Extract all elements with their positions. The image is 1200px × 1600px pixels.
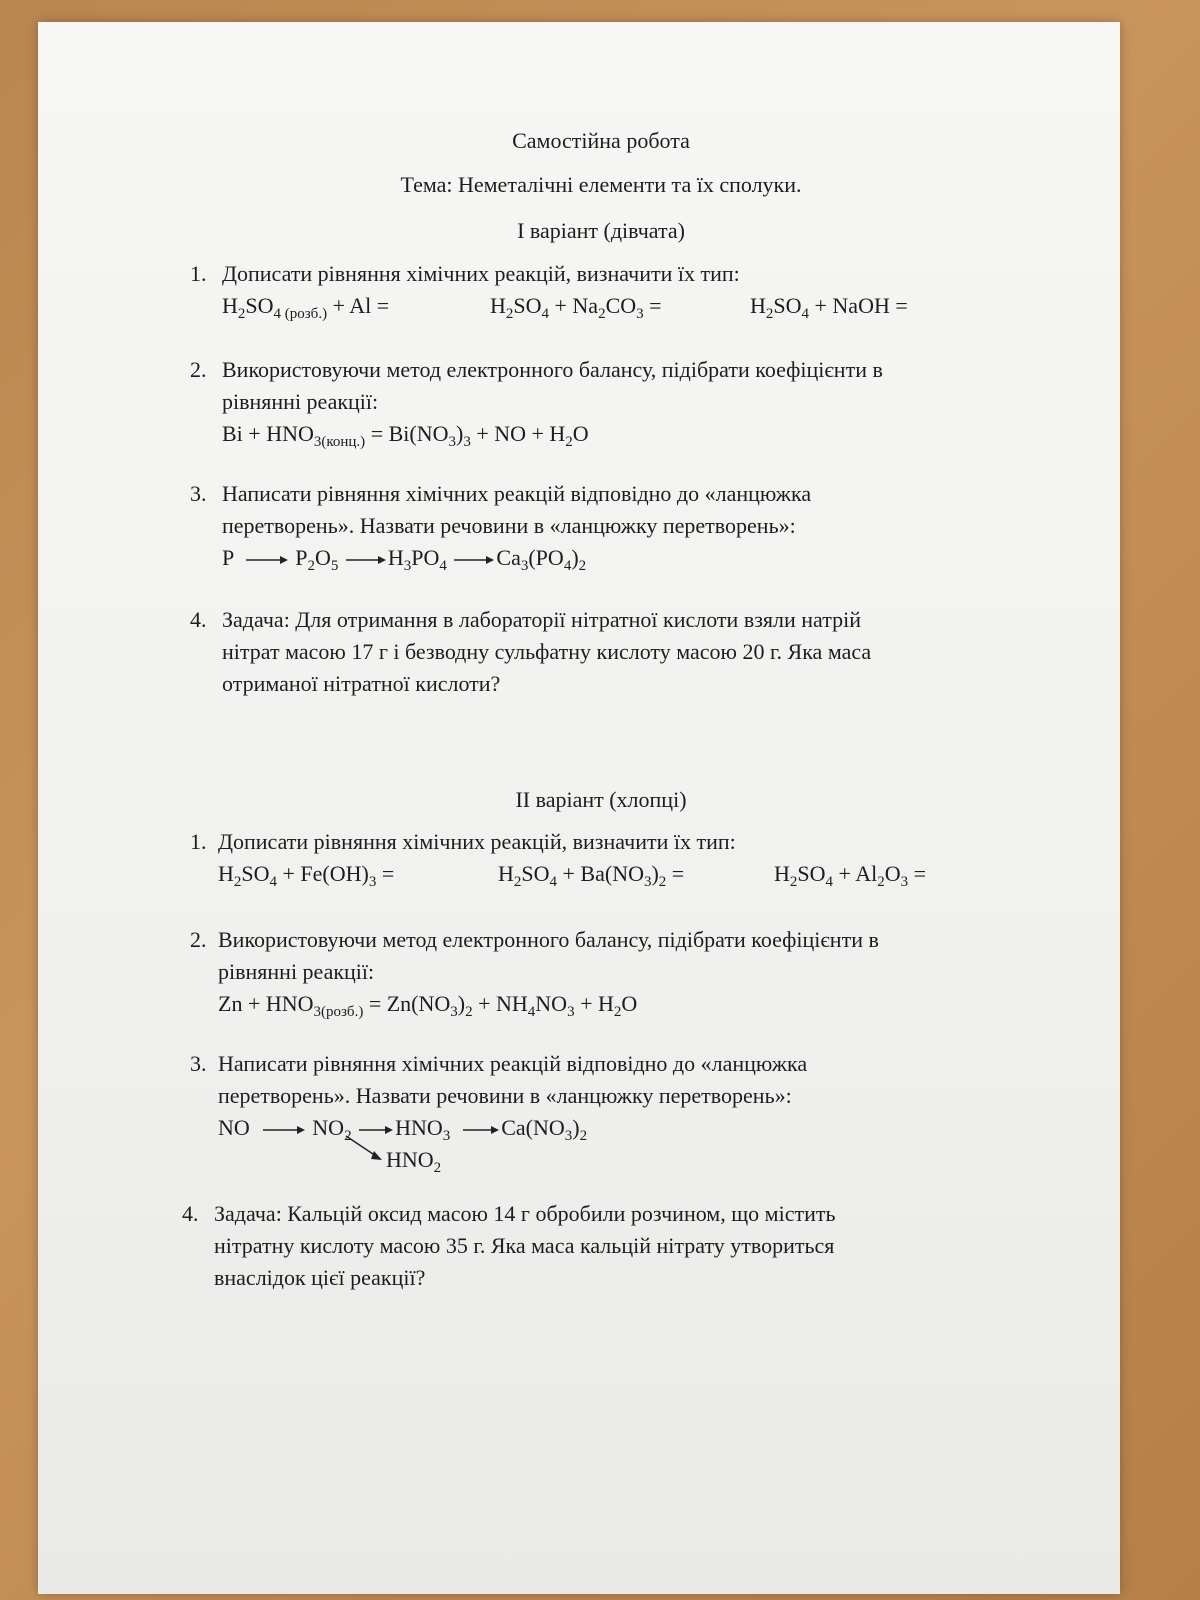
v2-chain-branch: $HNO_2$ — [386, 1147, 442, 1176]
task-text-line: рівнянні реакції: — [222, 389, 379, 414]
task-text: Дописати рівняння хімічних реакцій, визначити їх тип: — [218, 829, 736, 854]
equation-tail: + NaOH = — [814, 293, 908, 318]
equation-tail: + Al = — [332, 293, 390, 318]
task-text-line: нітратну кислоту масою 35 г. Яка маса кальцій нітрату утвориться — [214, 1233, 835, 1258]
arrow-right-icon — [344, 554, 388, 566]
task-number: 4. — [190, 607, 207, 632]
task-text: Дописати рівняння хімічних реакцій, визначити їх тип: — [222, 261, 740, 286]
v1-equation-3: $H_2SO_4$ + NaOH = — [750, 293, 908, 322]
task-text-line: Написати рівняння хімічних реакцій відповідно до «ланцюжка — [222, 481, 812, 506]
v2-equation-1: $H_2SO_4 + Fe(OH)_3$ = — [218, 861, 395, 890]
v1-equation-1: $H_2SO_{4 (розб.)} + Al$ = — [222, 293, 390, 322]
v1-transformation-chain: P $P_2O_5$ $H_3PO_4$ $Ca_3(PO_4)_2$ — [222, 545, 587, 574]
arrow-right-icon — [240, 554, 290, 566]
task-text-line: отриманої нітратної кислоти? — [222, 671, 501, 696]
task-text-line: Використовуючи метод електронного балансу, підібрати коефіцієнти в — [222, 357, 883, 382]
page-title: Самостійна робота — [512, 128, 690, 153]
v2-redox-equation: $Zn + HNO_{3(розб.)} = Zn(NO_3)_2 + NH_4NO_3 + H_2O$ — [218, 991, 638, 1020]
v2-equation-3: $H_2SO_4 + Al_2O_3$ = — [774, 861, 927, 890]
task-text-line: Використовуючи метод електронного балансу, підібрати коефіцієнти в — [218, 927, 879, 952]
variant-2-heading: ІІ варіант (хлопці) — [515, 787, 687, 812]
task-text-line: перетворень». Назвати речовини в «ланцюжку перетворень»: — [222, 513, 796, 538]
task-number: 4. — [182, 1201, 199, 1226]
arrow-right-icon — [461, 1124, 501, 1136]
task-text-line: рівнянні реакції: — [218, 959, 375, 984]
v1-redox-equation: $Bi + HNO_{3(конц.)} = Bi(NO_3)_3$ + NO + $H_2O$ — [222, 421, 589, 450]
task-number: 1. — [190, 261, 207, 286]
task-text-line: внаслідок цієї реакції? — [214, 1265, 426, 1290]
v2-equation-2: $H_2SO_4 + Ba(NO_3)_2$ = — [498, 861, 685, 890]
arrow-right-icon — [261, 1124, 307, 1136]
task-text-line: Задача: Кальцій оксид масою 14 г обробили розчином, що містить — [214, 1201, 836, 1226]
arrow-right-icon — [452, 554, 496, 566]
task-number: 3. — [190, 1051, 207, 1076]
task-number: 2. — [190, 357, 207, 382]
task-text-line: Написати рівняння хімічних реакцій відповідно до «ланцюжка — [218, 1051, 808, 1076]
v2-transformation-chain: NO $NO_2$ $HNO_3$ $Ca(NO_3)_2$ — [218, 1115, 588, 1144]
arrow-diagonal-icon — [344, 1134, 386, 1164]
variant-1-heading: І варіант (дівчата) — [517, 218, 685, 243]
equation-tail: = — [649, 293, 662, 318]
page-theme: Тема: Неметалічні елементи та їх сполуки. — [400, 172, 802, 197]
task-text-line: Задача: Для отримання в лабораторії нітратної кислоти взяли натрій — [222, 607, 861, 632]
v1-equation-2: $H_2SO_4 + Na_2CO_3$ = — [490, 293, 662, 322]
task-text-line: нітрат масою 17 г і безводну сульфатну кислоту масою 20 г. Яка маса — [222, 639, 872, 664]
paper-sheet — [38, 22, 1120, 1594]
task-text-line: перетворень». Назвати речовини в «ланцюжку перетворень»: — [218, 1083, 792, 1108]
task-number: 1. — [190, 829, 207, 854]
task-number: 3. — [190, 481, 207, 506]
task-number: 2. — [190, 927, 207, 952]
